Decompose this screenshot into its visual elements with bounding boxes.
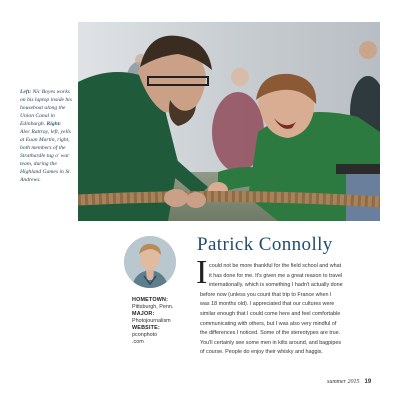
- major-label: MAJOR:: [132, 311, 155, 317]
- body-line: similar enough that I could come here and feel comfortable: [200, 310, 341, 317]
- author-portrait: [124, 236, 176, 288]
- website-label: WEBSITE:: [132, 325, 160, 331]
- major-value: Photojournalism: [132, 318, 171, 324]
- issue-season: summer 2015: [327, 379, 360, 385]
- page-number: 19: [364, 379, 372, 385]
- website-line-1[interactable]: pconphoto: [132, 332, 158, 338]
- page-folio: [327, 379, 371, 385]
- author-name-headline: Patrick Connolly: [197, 234, 333, 255]
- body-line: You'll certainly see some men in kilts around, and bagpipes: [200, 339, 342, 346]
- hometown-label: HOMETOWN:: [132, 297, 169, 303]
- body-line: the differences I noticed. Some of the stereotypes are true.: [200, 330, 341, 337]
- body-line: before now (unless you count that trip to France when I: [200, 291, 332, 298]
- caption-left-label: Left:: [20, 89, 33, 95]
- article-body: [200, 262, 368, 358]
- body-line: could not be more thankful for the field school and what: [209, 263, 342, 269]
- hometown-value: Pittsburgh, Penn.: [132, 304, 174, 310]
- body-line: of course. People do enjoy their whisky and haggis.: [200, 349, 323, 356]
- tug-of-war-photo: [78, 22, 380, 221]
- caption-right-text: Alec Rattray, left, yells at Euan Martin, right, both members of the Strathardle tug o' war team, during the Highland Games in St. Andrews.: [20, 129, 71, 183]
- photo-caption: [20, 88, 72, 184]
- body-line: internationally, which is something I hadn't actually done: [209, 282, 343, 289]
- author-headshot: [124, 236, 176, 288]
- feature-photo: [78, 22, 380, 221]
- drop-cap: I: [196, 254, 208, 291]
- author-bio: [132, 297, 192, 346]
- website-line-2[interactable]: .com: [132, 339, 144, 345]
- caption-right-label: Right:: [46, 121, 62, 127]
- body-line: it has done for me. It's given me a great reason to travel: [209, 272, 343, 279]
- body-line: was 18 months old). I appreciated that our cultures were: [200, 301, 335, 308]
- body-line: communicating with others, but I was also very mindful of: [200, 320, 337, 327]
- caption-left-text: Nic Boyes works on his laptop inside his houseboat along the Union Canal in Edinburgh.: [20, 89, 72, 127]
